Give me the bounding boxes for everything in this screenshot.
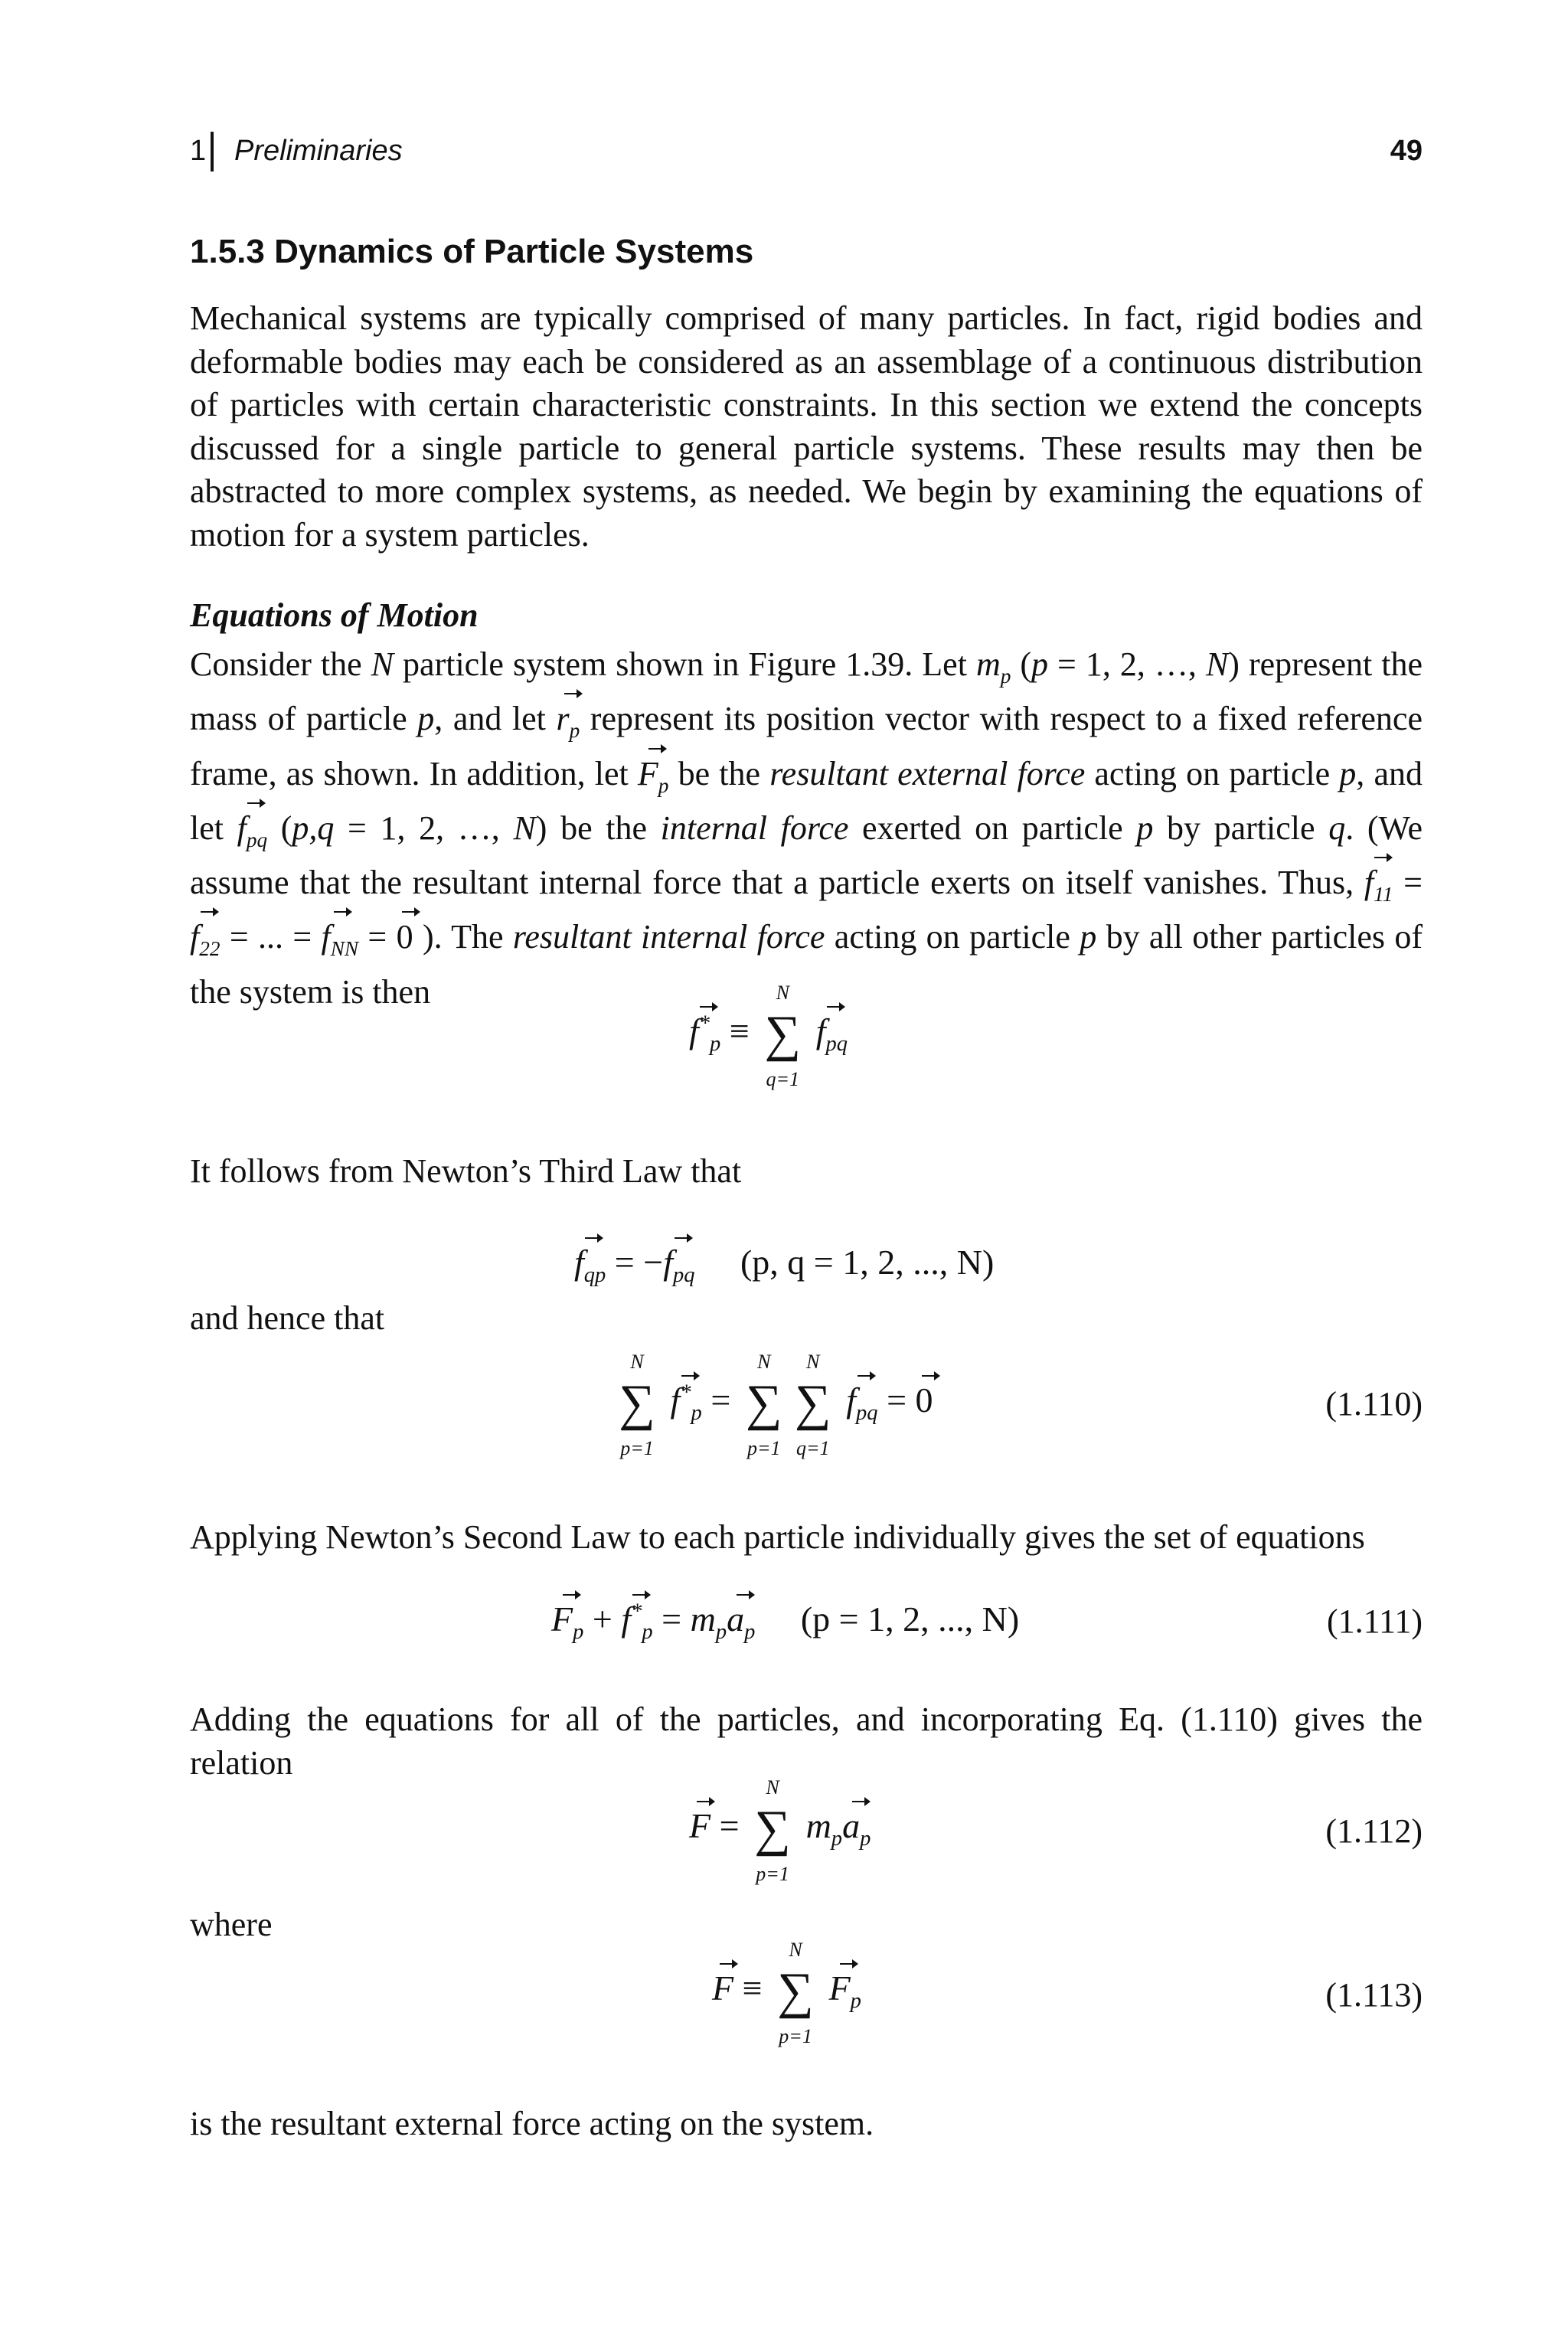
equation-1-110: ∑ N p=1 $f^*_p$ = ∑ N p=1 ∑ N q=1 $f_{pq} = 0$ [619, 1351, 933, 1459]
resultant-text: is the resultant external force acting on the system. [190, 2105, 874, 2142]
subsection-title: Equations of Motion [190, 596, 479, 634]
equation-1-111: $F_p + f^*_p = m_pa_p$ (p = 1, 2, ..., N) [551, 1599, 1020, 1645]
adding-text: Adding the equations for all of the particles, and incorporating Eq. (1.110) gives the relation [190, 1701, 1423, 1782]
header-divider [211, 132, 214, 172]
intro-paragraph: Mechanical systems are typically comprised of many particles. In fact, rigid bodies and deformable bodies may each be considered as an assemblage of a continuous distribution of particles with certain characteristic constraints. In this section we extend the concepts discussed for a single particle to general particle systems. These results may then be abstracted to more complex systems, as needed. We begin by examining the equations of motion for a system particles. [190, 299, 1423, 554]
equations-of-motion-paragraph: Consider the N particle system shown in Figure 1.39. Let $m_p$ (p = 1, 2, …, N) represent the mass of particle p, and let $r_p$ represent its position vector with respect to a fixed reference frame, as shown. In addition, let $F_p$ be the resultant external force acting on particle p, and let $f_{pq}$ (p,q = 1, 2, …, N) be the internal force exerted on particle p by particle q. (We assume that the resultant internal force that a particle exerts on itself vanishes. Thus, $f_{11} = f_{22}$ = ... = $f_{NN} = 0$ ). The resultant internal force acting on particle p by all other particles of the system is then [190, 645, 1423, 1011]
equation-number-1-112: (1.112) [1325, 1812, 1423, 1850]
page-number: 49 [1390, 135, 1423, 167]
newton-third-text: It follows from Newton’s Third Law that [190, 1152, 742, 1190]
and-hence-text: and hence that [190, 1299, 385, 1337]
equation-internal-force-sum: $f^*_p$ ≡ ∑ N q=1 $f_{pq}$ [689, 982, 848, 1090]
equation-1-112: F = ∑ N p=1 $m_pa_p$ [689, 1776, 871, 1885]
equation-number-1-110: (1.110) [1325, 1385, 1423, 1423]
section-title: 1.5.3 Dynamics of Particle Systems [190, 233, 754, 270]
chapter-number: 1 [190, 135, 207, 167]
equation-1-113: F ≡ ∑ N p=1 $F_p$ [712, 1939, 861, 2047]
chapter-title: Preliminaries [234, 135, 403, 167]
where-text: where [190, 1906, 273, 1943]
running-head [190, 135, 1423, 173]
equation-newton-third: $f_{qp} = -f_{pq}$ (p, q = 1, 2, ..., N) [574, 1243, 995, 1288]
equation-number-1-113: (1.113) [1325, 1976, 1423, 2014]
newton-second-text: Applying Newton’s Second Law to each particle individually gives the set of equations [190, 1518, 1365, 1556]
equation-number-1-111: (1.111) [1326, 1603, 1423, 1640]
